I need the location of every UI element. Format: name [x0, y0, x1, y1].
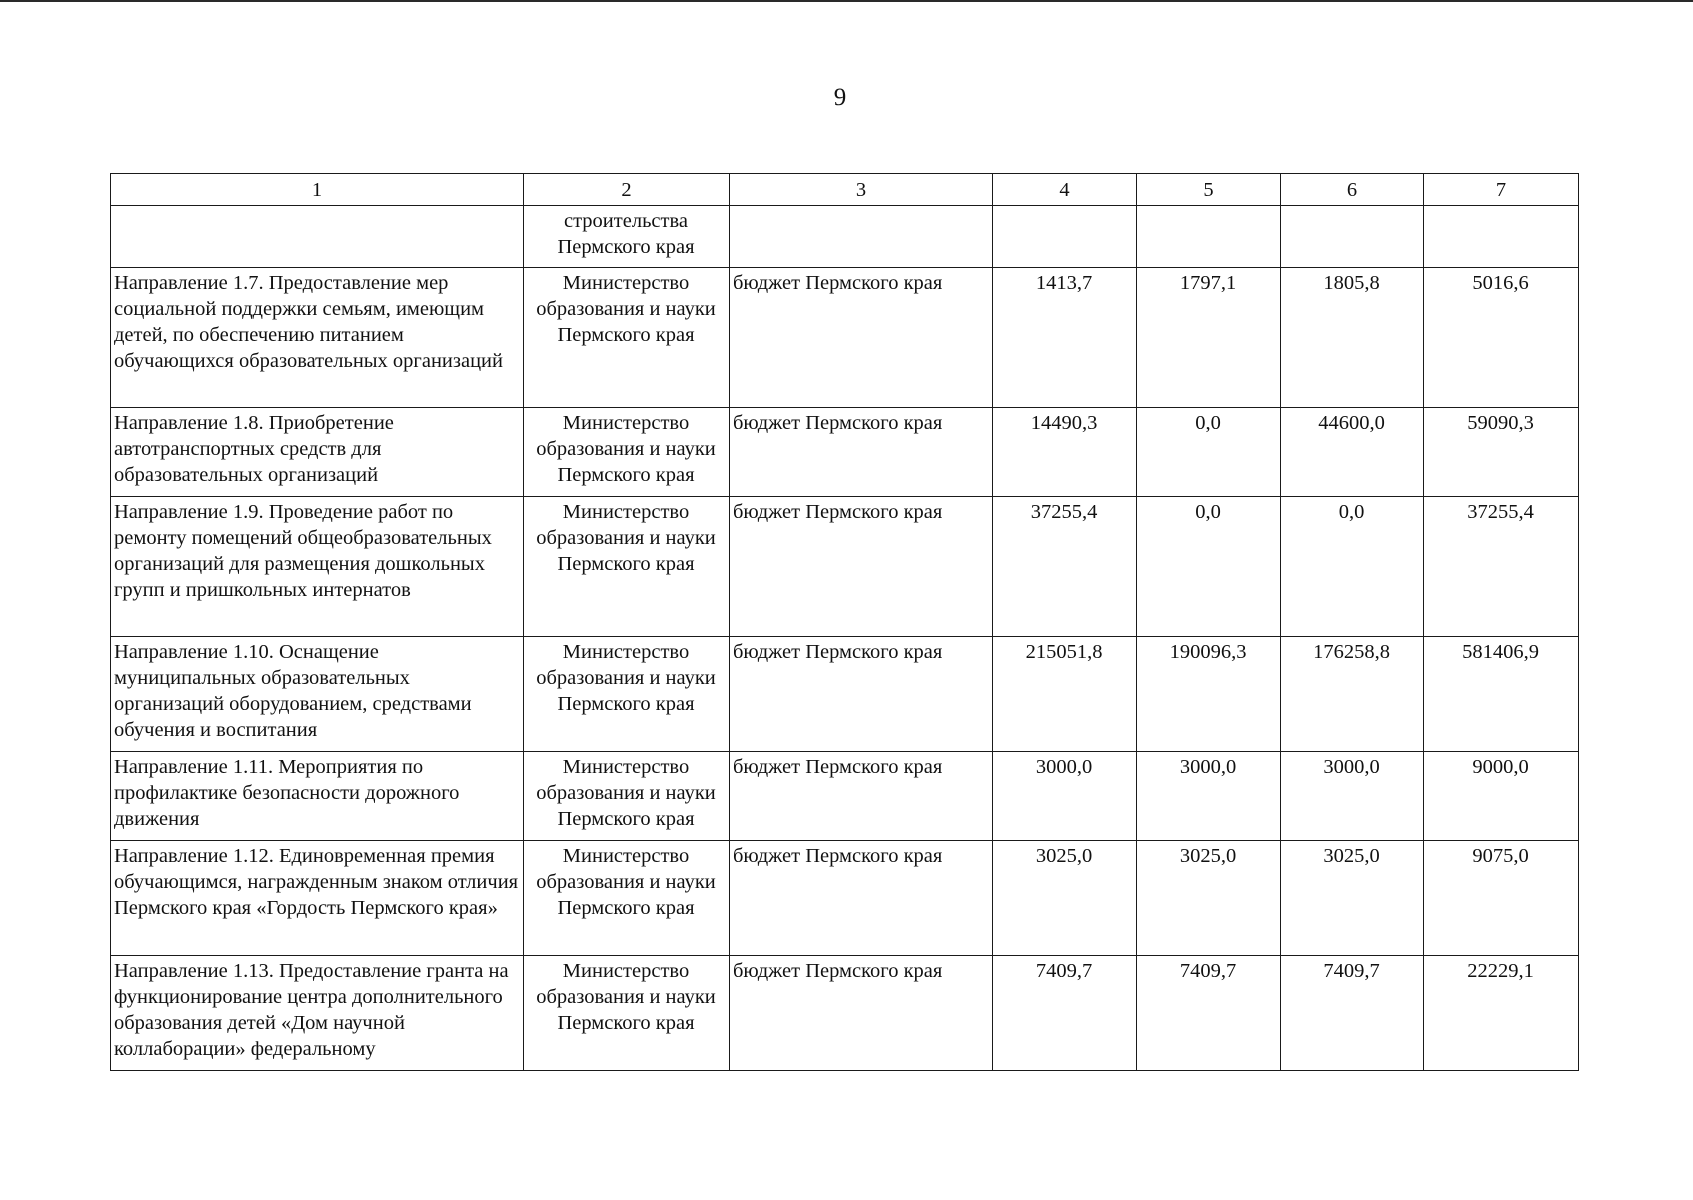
table-row-continuation [111, 206, 1579, 268]
column-number-2: 2 [524, 174, 730, 206]
table-row [111, 841, 1579, 956]
funding-source: бюджет Пермского края [730, 408, 993, 497]
value-col-7: 9075,0 [1424, 841, 1579, 956]
column-number-4: 4 [993, 174, 1137, 206]
direction-name: Направление 1.13. Предоставление гранта на функционирование центра дополнительного образования детей «Дом научной коллаборации» федеральному [111, 956, 524, 1071]
value-col-6: 1805,8 [1281, 268, 1424, 408]
table-row [111, 268, 1579, 408]
value-col-5: 0,0 [1137, 408, 1281, 497]
column-number-5: 5 [1137, 174, 1281, 206]
value-col-7 [1424, 206, 1579, 268]
funding-source: бюджет Пермского края [730, 637, 993, 752]
value-col-5: 1797,1 [1137, 268, 1281, 408]
responsible-executor: Министерство образования и науки Пермского края [524, 408, 730, 497]
value-col-7: 581406,9 [1424, 637, 1579, 752]
direction-name: Направление 1.8. Приобретение автотранспортных средств для образовательных организаций [111, 408, 524, 497]
value-col-4: 3025,0 [993, 841, 1137, 956]
value-col-7: 5016,6 [1424, 268, 1579, 408]
value-col-5: 190096,3 [1137, 637, 1281, 752]
value-col-7: 22229,1 [1424, 956, 1579, 1071]
value-col-4: 1413,7 [993, 268, 1137, 408]
value-col-5 [1137, 206, 1281, 268]
table-row [111, 752, 1579, 841]
direction-name: Направление 1.9. Проведение работ по ремонту помещений общеобразовательных организаций для размещения дошкольных групп и пришкольных интернатов [111, 497, 524, 637]
responsible-executor: Министерство образования и науки Пермского края [524, 497, 730, 637]
value-col-5: 3000,0 [1137, 752, 1281, 841]
responsible-executor: строительства Пермского края [524, 206, 730, 268]
value-col-4 [993, 206, 1137, 268]
value-col-4: 7409,7 [993, 956, 1137, 1071]
budget-table [110, 173, 1579, 1071]
column-number-row [111, 174, 1579, 206]
responsible-executor: Министерство образования и науки Пермского края [524, 637, 730, 752]
value-col-7: 59090,3 [1424, 408, 1579, 497]
responsible-executor: Министерство образования и науки Пермского края [524, 841, 730, 956]
column-number-1: 1 [111, 174, 524, 206]
table-row [111, 497, 1579, 637]
value-col-4: 14490,3 [993, 408, 1137, 497]
value-col-6: 3000,0 [1281, 752, 1424, 841]
value-col-4: 3000,0 [993, 752, 1137, 841]
funding-source: бюджет Пермского края [730, 268, 993, 408]
funding-source [730, 206, 993, 268]
funding-source: бюджет Пермского края [730, 841, 993, 956]
value-col-4: 215051,8 [993, 637, 1137, 752]
direction-name: Направление 1.11. Мероприятия по профилактике безопасности дорожного движения [111, 752, 524, 841]
value-col-4: 37255,4 [993, 497, 1137, 637]
funding-source: бюджет Пермского края [730, 956, 993, 1071]
value-col-7: 9000,0 [1424, 752, 1579, 841]
value-col-6: 0,0 [1281, 497, 1424, 637]
direction-name [111, 206, 524, 268]
value-col-6 [1281, 206, 1424, 268]
value-col-6: 44600,0 [1281, 408, 1424, 497]
responsible-executor: Министерство образования и науки Пермского края [524, 752, 730, 841]
value-col-5: 3025,0 [1137, 841, 1281, 956]
direction-name: Направление 1.12. Единовременная премия обучающимся, награжденным знаком отличия Пермского края «Гордость Пермского края» [111, 841, 524, 956]
column-number-3: 3 [730, 174, 993, 206]
value-col-6: 3025,0 [1281, 841, 1424, 956]
direction-name: Направление 1.7. Предоставление мер социальной поддержки семьям, имеющим детей, по обеспечению питанием обучающихся образовательных организаций [111, 268, 524, 408]
table-row [111, 637, 1579, 752]
column-number-6: 6 [1281, 174, 1424, 206]
value-col-6: 176258,8 [1281, 637, 1424, 752]
table-row [111, 956, 1579, 1071]
value-col-5: 0,0 [1137, 497, 1281, 637]
funding-source: бюджет Пермского края [730, 497, 993, 637]
value-col-7: 37255,4 [1424, 497, 1579, 637]
table-row [111, 408, 1579, 497]
funding-source: бюджет Пермского края [730, 752, 993, 841]
page-number: 9 [833, 84, 847, 111]
value-col-5: 7409,7 [1137, 956, 1281, 1071]
column-number-7: 7 [1424, 174, 1579, 206]
direction-name: Направление 1.10. Оснащение муниципальных образовательных организаций оборудованием, средствами обучения и воспитания [111, 637, 524, 752]
scan-top-edge [0, 0, 1693, 2]
value-col-6: 7409,7 [1281, 956, 1424, 1071]
responsible-executor: Министерство образования и науки Пермского края [524, 956, 730, 1071]
responsible-executor: Министерство образования и науки Пермского края [524, 268, 730, 408]
